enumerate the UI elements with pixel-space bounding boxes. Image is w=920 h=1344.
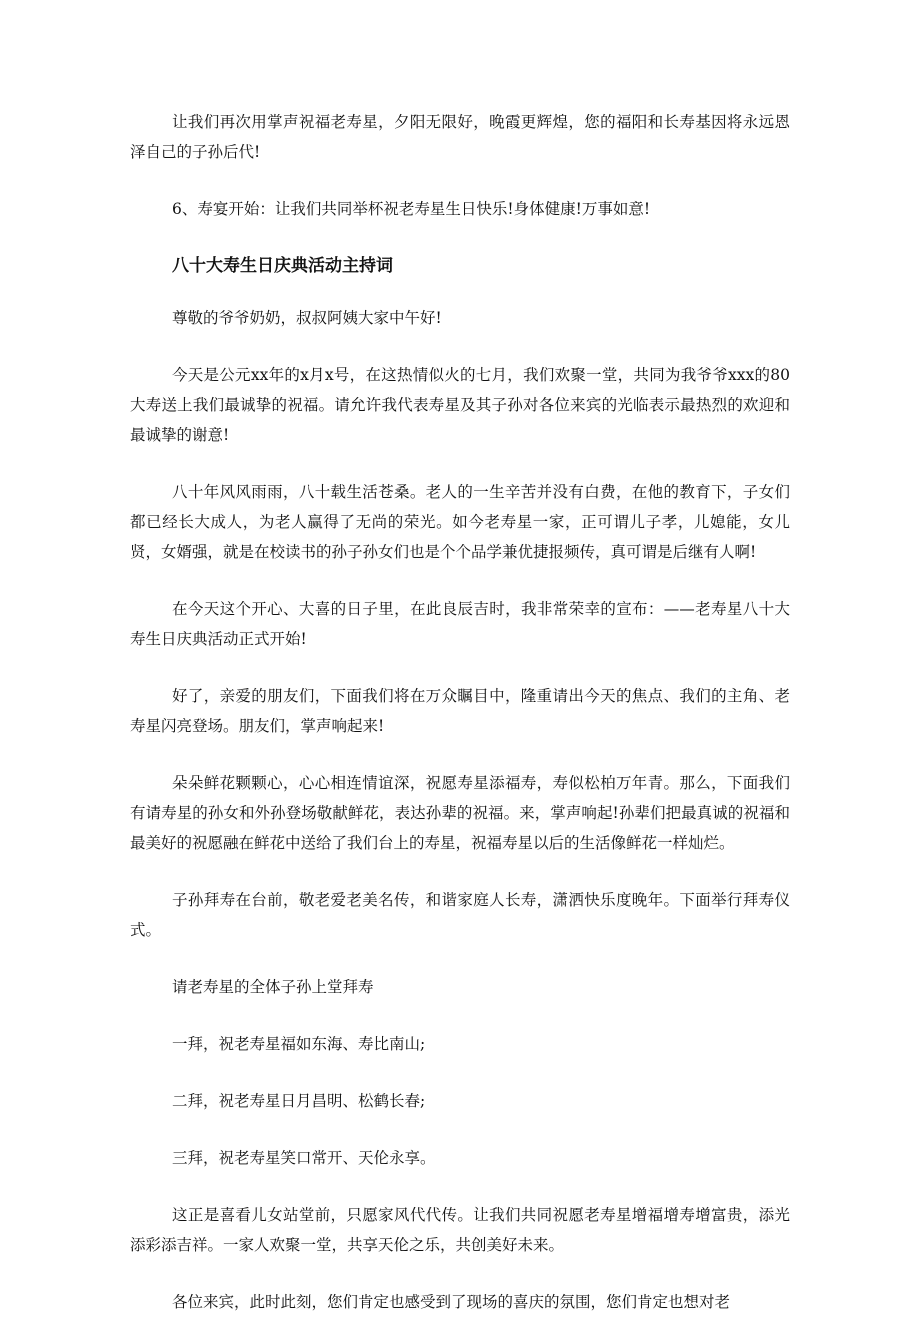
paragraph-flowers: 朵朵鲜花颗颗心，心心相连情谊深，祝愿寿星添福寿，寿似松柏万年青。那么，下面我们有请寿星的孙女和外孙登场敬献鲜花，表达孙辈的祝福。来，掌声响起!孙辈们把最真诚的祝福和最美好的祝愿融在鲜花中送给了我们台上的寿星，祝福寿星以后的生活像鲜花一样灿烂。: [130, 774, 790, 852]
paragraph-third-bow: 三拜，祝老寿星笑口常开、天伦永享。: [172, 1149, 436, 1167]
paragraph-greeting: 尊敬的爷爷奶奶，叔叔阿姨大家中午好!: [172, 309, 442, 327]
paragraph-date: 今天是公元xx年的x月x号，在这热情似火的七月，我们欢聚一堂，共同为我爷爷xxx的80大寿送上我们最诚挚的祝福。请允许我代表寿星及其子孙对各位来宾的光临表示最热烈的欢迎和最诚挚的谢意!: [130, 366, 790, 444]
paragraph-second-bow: 二拜，祝老寿星日月昌明、松鹤长春;: [172, 1092, 426, 1110]
paragraph-banquet-start: 6、寿宴开始：让我们共同举杯祝老寿星生日快乐!身体健康!万事如意!: [172, 200, 651, 218]
paragraph-family-tradition: 这正是喜看儿女站堂前，只愿家风代代传。让我们共同祝愿老寿星增福增寿增富贵，添光添彩添吉祥。一家人欢聚一堂，共享天伦之乐，共创美好未来。: [130, 1206, 790, 1254]
paragraph-invite-descendants: 请老寿星的全体子孙上堂拜寿: [172, 978, 374, 996]
paragraph-first-bow: 一拜，祝老寿星福如东海、寿比南山;: [172, 1035, 426, 1053]
document-body: [130, 107, 790, 1344]
paragraph-blessing: 让我们再次用掌声祝福老寿星，夕阳无限好，晚霞更辉煌，您的福阳和长寿基因将永远恩泽自己的子孙后代!: [130, 113, 790, 161]
paragraph-entrance: 好了，亲爱的朋友们，下面我们将在万众瞩目中，隆重请出今天的焦点、我们的主角、老寿星闪亮登场。朋友们，掌声响起来!: [130, 687, 790, 735]
paragraph-eighty-years: 八十年风风雨雨，八十载生活苍桑。老人的一生辛苦并没有白费，在他的教育下，子女们都已经长大成人，为老人赢得了无尚的荣光。如今老寿星一家，正可谓儿子孝，儿媳能，女儿贤，女婿强，就是在校读书的孙子孙女们也是个个品学兼优捷报频传，真可谓是后继有人啊!: [130, 483, 790, 561]
paragraph-guests: 各位来宾，此时此刻，您们肯定也感受到了现场的喜庆的氛围，您们肯定也想对老: [172, 1293, 731, 1311]
paragraph-announcement: 在今天这个开心、大喜的日子里，在此良辰吉时，我非常荣幸的宣布：——老寿星八十大寿生日庆典活动正式开始!: [130, 600, 790, 648]
section-heading: 八十大寿生日庆典活动主持词: [172, 256, 393, 276]
paragraph-ceremony: 子孙拜寿在台前，敬老爱老美名传，和谐家庭人长寿，潇洒快乐度晚年。下面举行拜寿仪式。: [130, 891, 790, 939]
